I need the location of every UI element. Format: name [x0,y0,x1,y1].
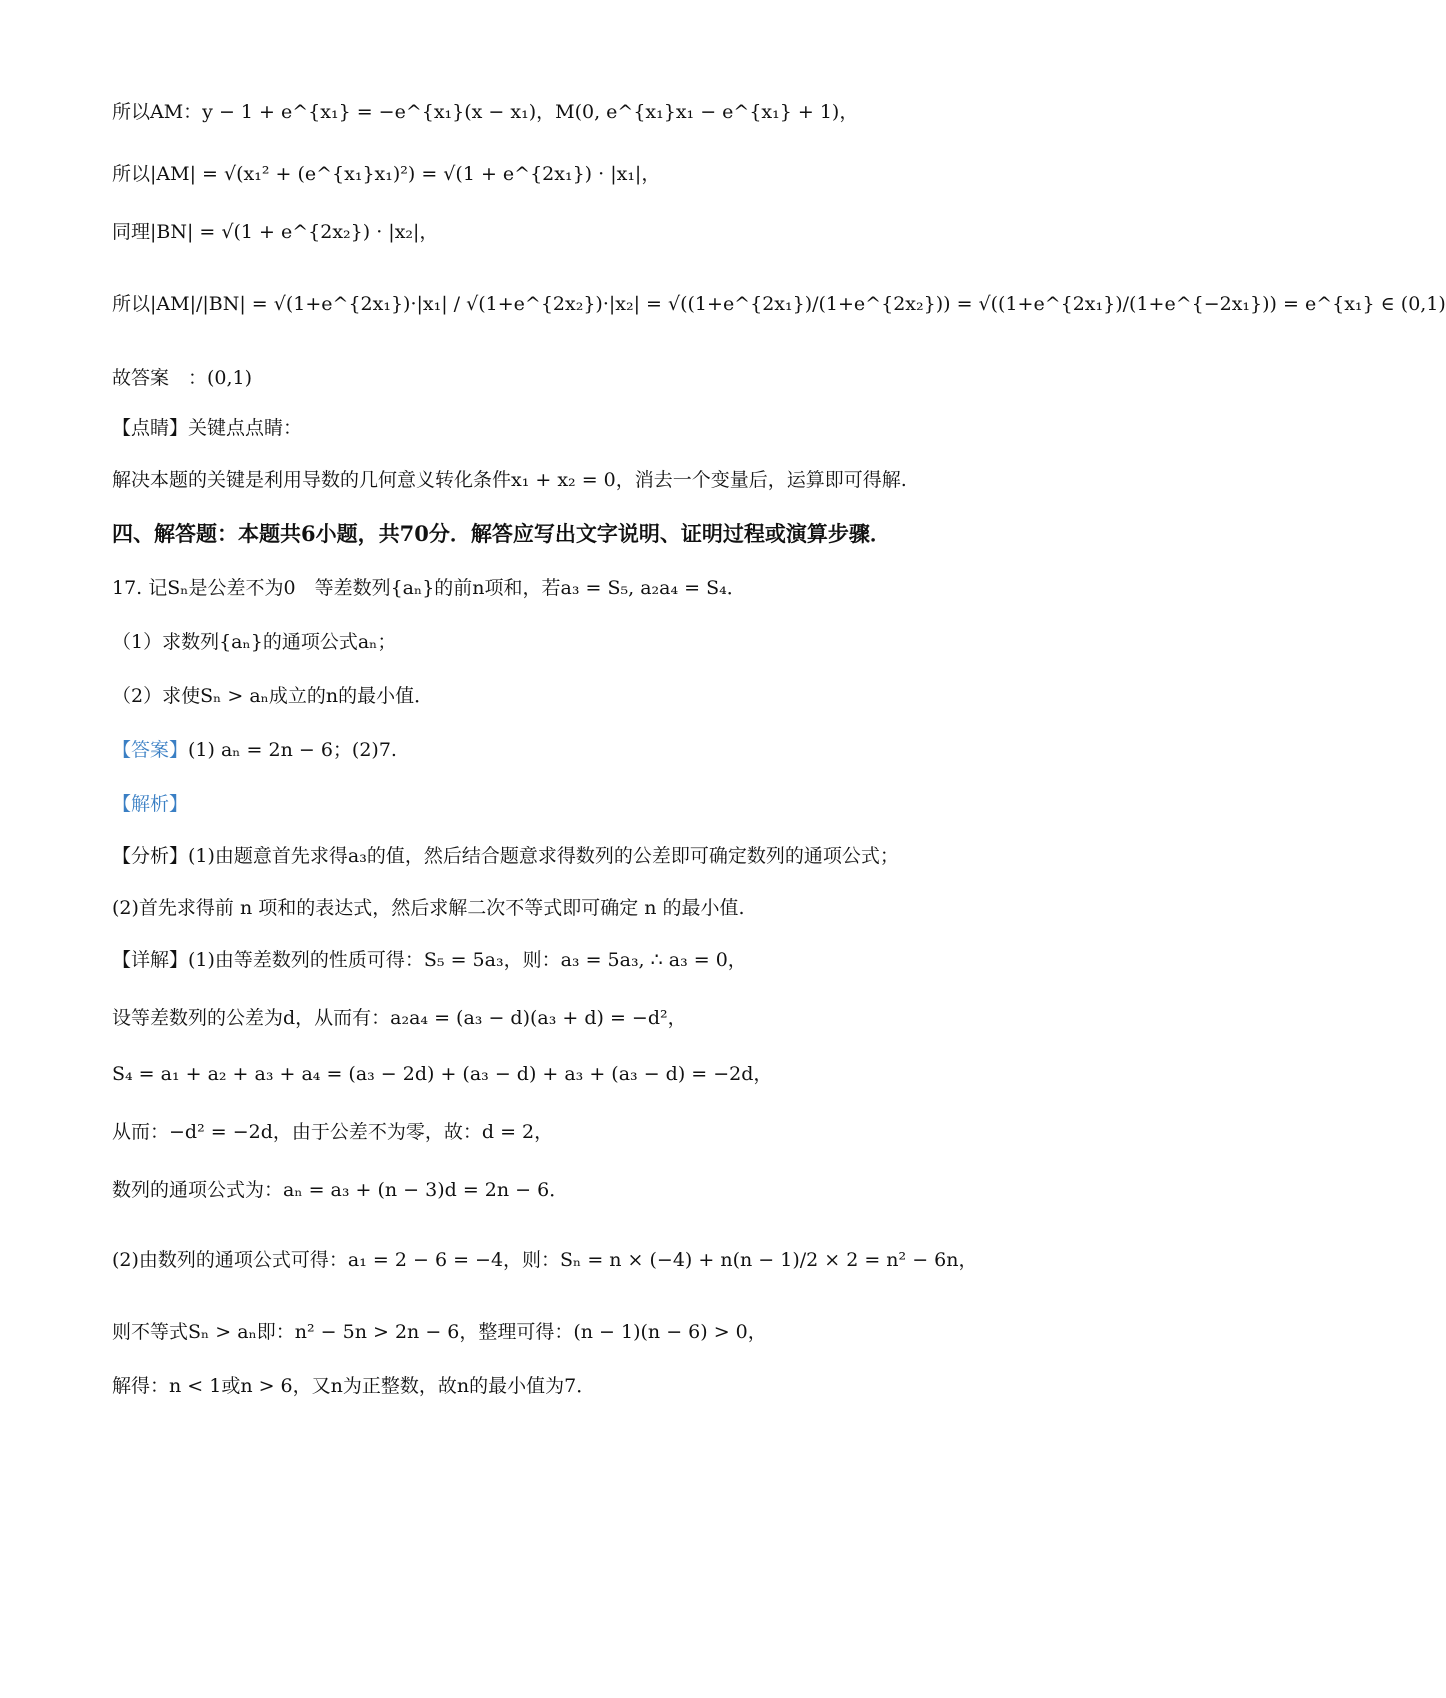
text-line-am-length: 所以|AM| = √(x₁² + (e^{x₁}x₁)²) = √(1 + e^{2x₁}) · |x₁|， [112,163,661,185]
text-line-am-equation: 所以AM：y − 1 + e^{x₁} = −e^{x₁}(x − x₁)，M(0, e^{x₁}x₁ − e^{x₁} + 1)， [112,101,859,123]
detail-line-4: 从而：−d² = −2d，由于公差不为零，故：d = 2， [112,1121,554,1143]
detail-line-7: 则不等式Sₙ > aₙ即：n² − 5n > 2n − 6，整理可得：(n − 1)(n − 6) > 0， [112,1321,767,1343]
detail-line-6: (2)由数列的通项公式可得：a₁ = 2 − 6 = −4，则：Sₙ = n × (−4) + n(n − 1)/2 × 2 = n² − 6n， [112,1249,978,1271]
detail-line-1: 【详解】(1)由等差数列的性质可得：S₅ = 5a₃，则：a₃ = 5a₃, ∴ a₃ = 0， [112,949,747,971]
detail-line-2: 设等差数列的公差为d，从而有：a₂a₄ = (a₃ − d)(a₃ + d) = −d²， [112,1007,687,1029]
problem-17-part-2: （2）求使Sₙ > aₙ成立的n的最小值． [112,685,434,707]
answer-label: 【答案】 [112,739,189,761]
text-line-ratio: 所以|AM|/|BN| = √(1+e^{2x₁})·|x₁| / √(1+e^{2x₂})·|x₂| = √((1+e^{2x₁})/(1+e^{2x₂})) = √((1+e^{2x₁})/(1+e^{−2x₁})) = e^{x₁} ∈ (0,1) [112,293,1446,315]
detail-line-8: 解得：n < 1或n > 6，又n为正整数，故n的最小值为7． [112,1375,596,1397]
answer-line [112,736,397,764]
answer-text: (1) aₙ = 2n − 6；(2)7. [188,739,397,761]
problem-17-part-1: （1）求数列{aₙ}的通项公式aₙ； [112,631,397,653]
text-line-key-point: 解决本题的关键是利用导数的几何意义转化条件x₁ + x₂ = 0，消去一个变量后，运算即可得解. [112,469,907,491]
detail-line-5: 数列的通项公式为：aₙ = a₃ + (n − 3)d = 2n − 6． [112,1179,569,1201]
section-heading-answers: 四、解答题：本题共6小题，共70分．解答应写出文字说明、证明过程或演算步骤． [112,521,891,546]
analysis-part-1: 【分析】(1)由题意首先求得a₃的值，然后结合题意求得数列的公差即可确定数列的通项公式； [112,845,899,867]
text-line-bn-length: 同理|BN| = √(1 + e^{2x₂}) · |x₂|， [112,221,439,243]
analysis-part-2: (2)首先求得前 n 项和的表达式，然后求解二次不等式即可确定 n 的最小值. [112,897,745,919]
text-line-answer-interval: 故答案 ：(0,1) [112,367,253,389]
detail-line-3: S₄ = a₁ + a₂ + a₃ + a₄ = (a₃ − 2d) + (a₃ − d) + a₃ + (a₃ − d) = −2d， [112,1063,773,1085]
analysis-heading: 【解析】 [112,793,189,815]
problem-17-statement: 17. 记Sₙ是公差不为0 等差数列{aₙ}的前n项和，若a₃ = S₅, a₂a₄ = S₄． [112,577,746,599]
text-line-key-point-heading: 【点睛】关键点点睛： [112,417,303,439]
